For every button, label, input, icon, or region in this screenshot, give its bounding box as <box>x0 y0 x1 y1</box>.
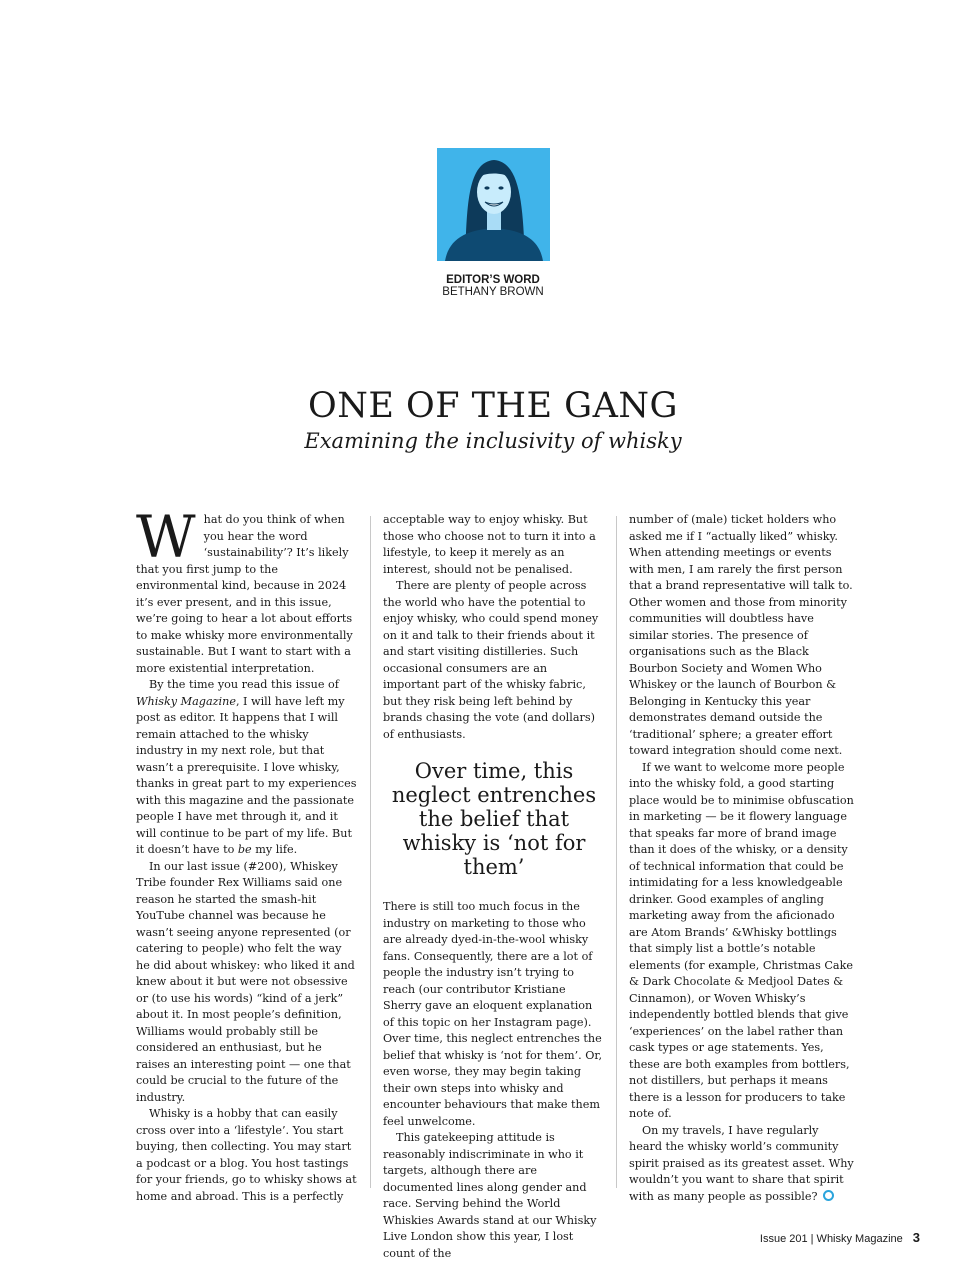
paragraph: Whisky is a hobby that can easily cross over into a ‘lifestyle’. You start buying, then collecting. You may start a podcast or a blog. You host tastings for your friends, go to whisky shows at home and abroad. This is a perfectly <box>136 1107 357 1203</box>
article-column-3 <box>629 512 854 1205</box>
page-footer <box>760 1230 920 1245</box>
paragraph: This gatekeeping attitude is reasonably indiscriminate in who it targets, although there are documented lines along gender and race. Serving behind the World Whiskies Awards stand at our Whisky Live London show this year, I lost count of the <box>383 1131 597 1260</box>
magazine-title: Whisky Magazine <box>136 694 236 708</box>
paragraph <box>629 1123 854 1206</box>
page-number: 3 <box>912 1230 920 1245</box>
drop-cap: W <box>136 503 196 571</box>
paragraph: If we want to welcome more people into the whisky fold, a good starting place would be to minimise obfuscation in marketing — be it flowery language that speaks far more of brand image than it does of the whisky, or a density of technical information that could be intimidating for a less knowledgeable drinker. Good examples of angling marketing away from the aficionado are Atom Brands’ &Whisky bottlings that simply list a bottle’s notable elements (for example, Christmas Cake & Dark Chocolate & Medjool Dates & Cinnamon), or Woven Whisky’s independently bottled blends that give ‘experiences’ on the label rather than cask types or age statements. Yes, these are both examples from bottlers, not distillers, but perhaps it means there is a lesson for producers to take note of. <box>629 760 854 1120</box>
paragraph: There are plenty of people across the world who have the potential to enjoy whisky, who could spend money on it and talk to their friends about it and start visiting distilleries. Such occasional consumers are an important part of the whisky fabric, but they risk being left behind by brands chasing the vote (and dollars) of enthusiasts. <box>383 579 599 741</box>
paragraph: acceptable way to enjoy whisky. But those who choose not to turn it into a lifestyle, to keep it merely as an interest, should not be penalised. <box>383 513 596 576</box>
author-portrait <box>437 148 550 261</box>
issue-label: Issue 201 | Whisky Magazine <box>759 1233 903 1245</box>
article-column-2 <box>383 512 605 1262</box>
author-name: BETHANY BROWN <box>442 286 544 298</box>
column-divider <box>616 516 617 1188</box>
portrait-illustration <box>437 148 550 261</box>
paragraph-text: On my travels, I have regularly heard the whisky world’s community spirit praised as its greatest asset. Why wouldn’t you want to share that spirit with as many people as possible? <box>629 1123 854 1203</box>
paragraph-text: my life. <box>251 843 298 856</box>
paragraph-text: By the time you read this issue of <box>149 678 339 691</box>
paragraph-text: , I will have left my post as editor. It happens that I will remain attached to the whisky industry in my next role, but that wasn’t a prerequisite. I love whisky, thanks in great part to my experiences with this magazine and the passionate people I have met through it, and it will continue to be part of my life. But it doesn’t have to <box>136 694 357 856</box>
article-standfirst: Examining the inclusivity of whisky <box>304 429 682 453</box>
paragraph: There is still too much focus in the industry on marketing to those who are already dyed-in-the-wool whisky fans. Consequently, there are a lot of people the industry isn’t trying to reach (our contributor Kristiane Sherry gave an eloquent explanation of this topic on her Instagram page). Over time, this neglect entrenches the belief that whisky is ‘not for them’. Or, even worse, they may begin taking their own steps into whisky and encounter behaviours that make them feel unwelcome. <box>383 900 603 1128</box>
section-kicker: EDITOR’S WORD <box>446 274 540 286</box>
pull-quote: Over time, this neglect entrenches the belief that whisky is ‘not for them’ <box>391 759 597 879</box>
paragraph-text: hat do you think of when you hear the word ‘sustainability’? It’s likely that you first jump to the environmental kind, because in 2024 it’s ever present, and in this issue, we’re going to hear a lot about efforts to make whisky more environmentally sustainable. But I want to start with a more existential interpretation. <box>136 513 353 675</box>
article-column-1 <box>136 503 358 1205</box>
paragraph <box>136 677 358 859</box>
paragraph <box>136 503 358 677</box>
paragraph: In our last issue (#200), Whiskey Tribe founder Rex Williams said one reason he started the smash-hit YouTube channel was because he wasn’t seeing anyone represented (or catering to people) who felt the way he did about whiskey: who liked it and knew about it but were not obsessive or (to use his words) “kind of a jerk” about it. In most people’s definition, Williams would probably still be considered an enthusiast, but he raises an interesting point — one that could be crucial to the future of the industry. <box>136 859 355 1104</box>
end-mark-icon <box>823 1190 834 1201</box>
article-headline: ONE OF THE GANG <box>308 386 678 426</box>
paragraph: number of (male) ticket holders who asked me if I “actually liked” whisky. When attending meetings or events with men, I am rarely the first person that a brand representative will talk to. Other women and those from minority communities will doubtless have similar stories. The presence of organisations such as the Black Bourbon Society and Women Who Whiskey or the launch of Bourbon & Belonging in Kentucky this year demonstrates demand outside the ‘traditional’ sphere; a greater effort toward integration should come next. <box>629 513 853 757</box>
column-divider <box>370 516 371 1188</box>
emphasis: be <box>237 843 252 856</box>
